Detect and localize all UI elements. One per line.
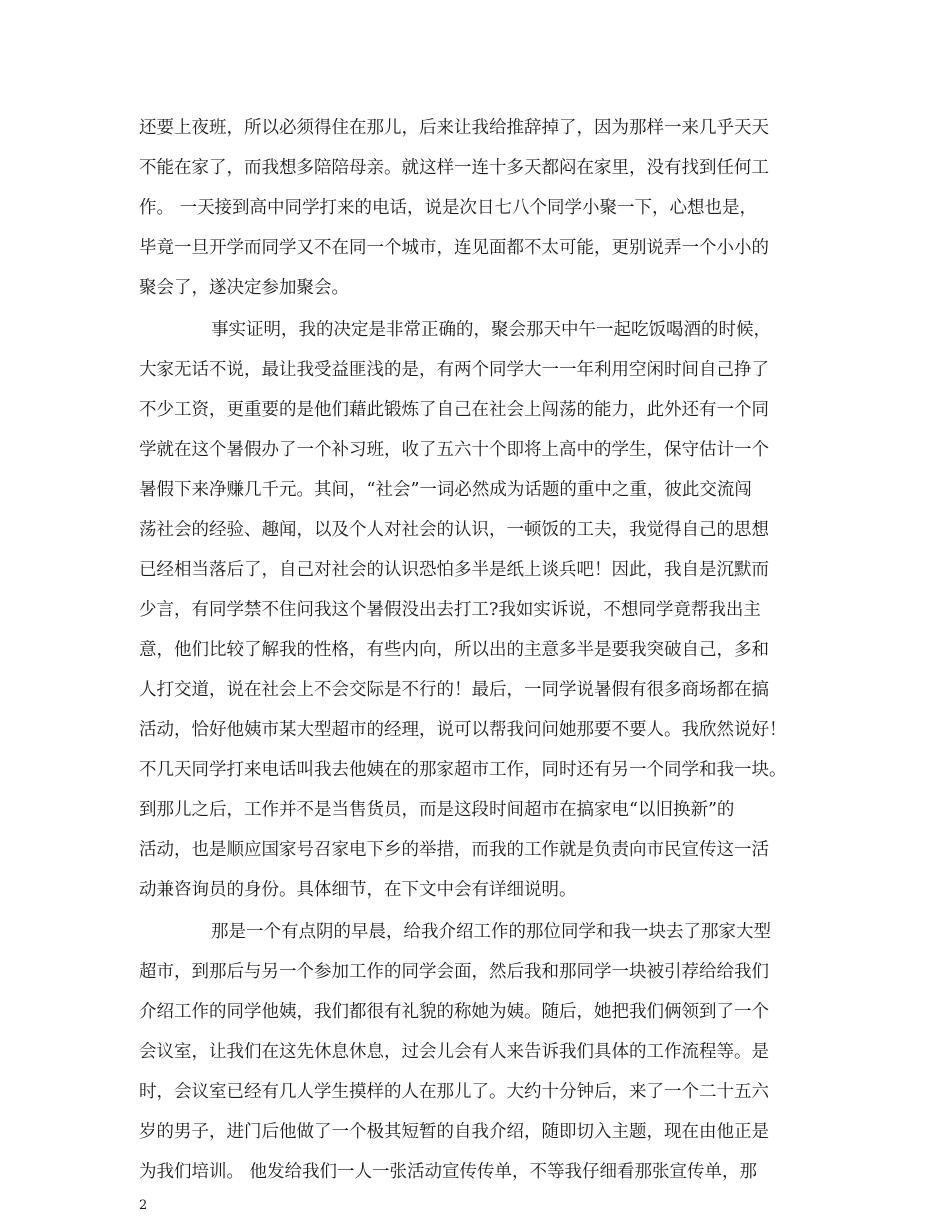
text-line: 少言，有同学禁不住问我这个暑假没出去打工?我如实诉说，不想同学竟帮我出主 (139, 600, 761, 620)
text-line: 人打交道，说在社会上不会交际是不行的！最后，一同学说暑假有很多商场都在搞 (139, 680, 769, 700)
text-line: 聚会了，遂决定参加聚会。 (139, 278, 349, 298)
text-line: 不几天同学打来电话叫我去他姨在的那家超市工作，同时还有另一个同学和我一块。 (139, 760, 787, 780)
text-line: 到那儿之后，工作并不是当售货员，而是这段时间超市在搞家电“以旧换新”的 (139, 800, 735, 820)
page-number: 2 (139, 1198, 148, 1213)
text-line: 活动，恰好他姨市某大型超市的经理，说可以帮我问问她那要不要人。我欣然说好！ (139, 720, 787, 740)
paragraph-start-line: 事实证明，我的决定是非常正确的，聚会那天中午一起吃饭喝酒的时候， (211, 320, 771, 340)
text-line: 毕竟一旦开学而同学又不在同一个城市，连见面都不太可能，更别说弄一个小小的 (139, 238, 769, 258)
text-line: 会议室，让我们在这先休息休息，过会儿会有人来告诉我们具体的工作流程等。是 (139, 1042, 769, 1062)
text-line: 暑假下来净赚几千元。其间，“社会”一词必然成为话题的重中之重，彼此交流闯 (139, 480, 752, 500)
text-line: 动兼咨询员的身份。具体细节，在下文中会有详细说明。 (139, 880, 577, 900)
text-line: 意，他们比较了解我的性格，有些内向，所以出的主意多半是要我突破自己，多和 (139, 640, 769, 660)
text-line: 为我们培训。 他发给我们一人一张活动宣传传单，不等我仔细看那张宣传单，那 (139, 1162, 758, 1182)
text-line: 学就在这个暑假办了一个补习班，收了五六十个即将上高中的学生，保守估计一个 (139, 440, 769, 460)
text-line: 荡社会的经验、趣闻，以及个人对社会的认识，一顿饭的工夫，我觉得自己的思想 (139, 520, 769, 540)
text-line: 大家无话不说，最让我受益匪浅的是，有两个同学大一一年利用空闲时间自己挣了 (139, 360, 769, 380)
text-line: 已经相当落后了，自己对社会的认识恐怕多半是纸上谈兵吧！因此，我自是沉默而 (139, 560, 769, 580)
paragraph-start-line: 那是一个有点阴的早晨，给我介绍工作的那位同学和我一块去了那家大型 (211, 922, 771, 942)
text-line: 岁的男子，进门后他做了一个极其短暂的自我介绍，随即切入主题，现在由他正是 (139, 1122, 769, 1142)
text-line: 活动，也是顺应国家号召家电下乡的举措，而我的工作就是负责向市民宣传这一活 (139, 840, 769, 860)
text-line: 不少工资，更重要的是他们藉此锻炼了自己在社会上闯荡的能力，此外还有一个同 (139, 400, 769, 420)
text-line: 作。 一天接到高中同学打来的电话，说是次日七八个同学小聚一下，心想也是， (139, 198, 758, 218)
text-line: 超市，到那后与另一个参加工作的同学会面，然后我和那同学一块被引荐给给我们 (139, 962, 769, 982)
text-line: 时，会议室已经有几人学生摸样的人在那儿了。大约十分钟后，来了一个二十五六 (139, 1082, 769, 1102)
text-line: 不能在家了，而我想多陪陪母亲。就这样一连十多天都闷在家里，没有找到任何工 (139, 158, 769, 178)
text-line: 还要上夜班，所以必须得住在那儿，后来让我给推辞掉了，因为那样一来几乎天天 (139, 118, 769, 138)
text-line: 介绍工作的同学他姨，我们都很有礼貌的称她为姨。随后，她把我们俩领到了一个 (139, 1002, 769, 1022)
